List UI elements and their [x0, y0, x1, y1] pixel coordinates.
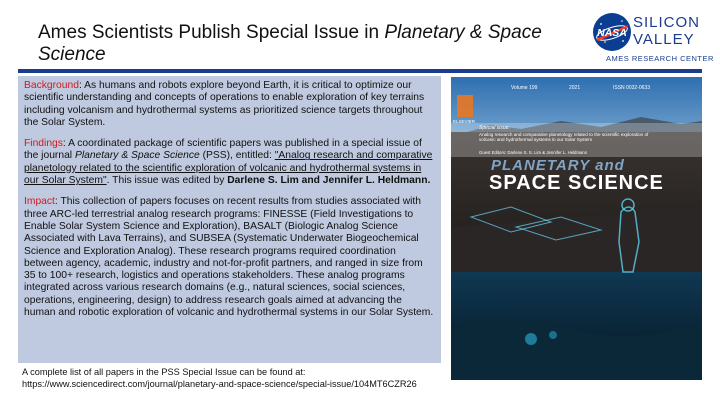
findings-editors: Darlene S. Lim and Jennifer L. Heldmann.: [227, 175, 431, 187]
impact-paragraph: [24, 196, 435, 319]
findings-text-2: (PSS), entitled:: [199, 150, 275, 162]
findings-journal: Planetary & Space Science: [74, 150, 200, 162]
background-text: : As humans and robots explore beyond Earth, it is critical to optimize our scientific understanding and concepts of operations to enable exploration of key terrains including volcanism and hydrothermal systems as prioritized science targets throughout the Solar System.: [24, 80, 425, 128]
header-divider: [18, 69, 702, 73]
journal-cover-art: [451, 77, 702, 380]
findings-text-1: : A coordinated package of scientific papers was published in a special issue of the journal: [24, 138, 422, 162]
cover-guest-editors: Guest Editors: Darlene S. S. Lim & Jennifer L. Heldmann: [479, 150, 588, 155]
logo-line-3: AMES RESEARCH CENTER: [606, 54, 714, 63]
cover-special-issue-label: Special issue:: [479, 125, 510, 131]
cover-journal-title-1: PLANETARY and: [491, 157, 625, 174]
cover-volume: Volume 199: [511, 85, 538, 91]
svg-text:NASA: NASA: [597, 27, 627, 39]
page-title: [38, 22, 558, 66]
cover-issn: ISSN 0032-0633: [613, 85, 650, 91]
nasa-meatball-icon: [592, 12, 632, 52]
findings-text-3: . This issue was edited by: [106, 175, 228, 187]
footer-link[interactable]: https://www.sciencedirect.com/journal/planetary-and-space-science/special-issue/104MT6CZR26: [22, 378, 417, 389]
background-paragraph: [24, 80, 435, 129]
cover-year: 2021: [569, 85, 581, 91]
cover-journal-title-2: SPACE SCIENCE: [489, 172, 664, 194]
journal-cover-image: [451, 77, 702, 380]
findings-paragraph: [24, 138, 435, 187]
footer-line-1: A complete list of all papers in the PSS Special Issue can be found at:: [22, 367, 306, 377]
impact-text: : This collection of papers focuses on recent results from studies associated with three ARC-led terrestrial analog research programs: FINESSE (Field Investigations to Enable Solar System Science and Exploration), BASALT (Biologic Analog Science Associated with Lava Terrains), and SUBSEA (Systematic Underwater Biogeochemical Science and Exploration Analog). These research programs required coordination between agency, academic, industry and not-for-profit partners, and ranged in size from 35 to 100+ research, logistics and operations stakeholders. These analog programs integrated across various research domains (e.g., natural sciences, social sciences, operations, engineering, design) to address research goals aimed at advancing the human and robotic exploration of volcanic and hydrothermal systems in our Solar System.: [24, 196, 434, 319]
summary-panel: [18, 76, 441, 363]
cover-special-issue-title: Analog research and comparative planetology related to the scientific exploration of volcanic and hydrothermal systems in our Solar System: [479, 132, 649, 143]
logo-line-1: SILICON: [633, 14, 701, 31]
findings-label: Findings: [24, 138, 63, 150]
title-plain: Ames Scientists Publish Special Issue in: [38, 22, 385, 43]
background-label: Background: [24, 80, 79, 91]
findings-paper-title: "Analog research and comparative planetology related to the scientific exploration of volcanic and hydrothermal systems in our Solar System": [24, 150, 433, 187]
impact-label: Impact: [24, 196, 55, 208]
cover-publisher: ELSEVIER: [453, 119, 476, 124]
title-journal: Planetary & Space Science: [38, 22, 542, 65]
logo-line-2: VALLEY: [633, 31, 695, 48]
nasa-ames-logo: [592, 12, 712, 64]
footer-note: [18, 367, 441, 390]
